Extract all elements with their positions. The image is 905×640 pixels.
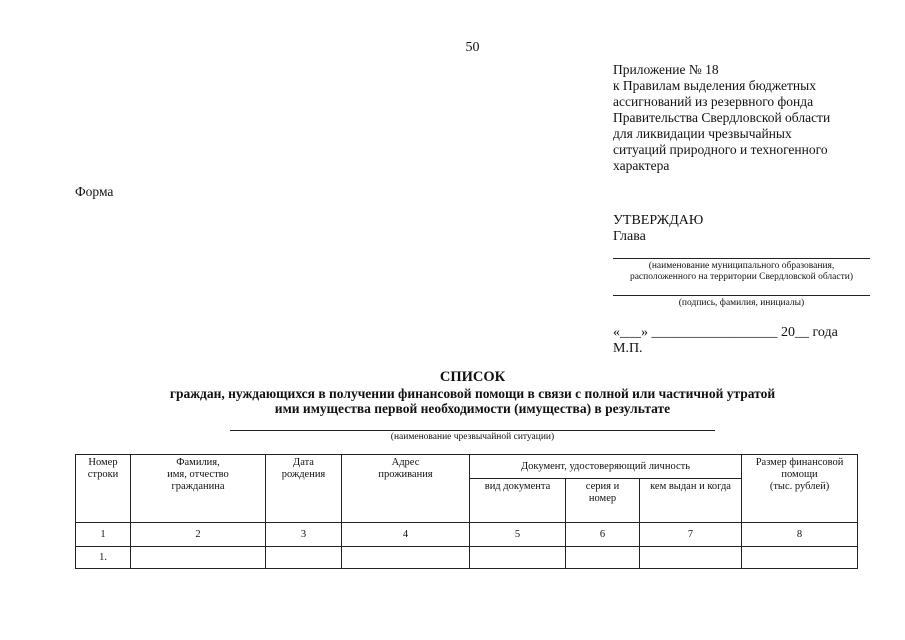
table-row bbox=[76, 547, 858, 569]
column-number: 1 bbox=[76, 523, 131, 547]
approval-block bbox=[613, 213, 703, 245]
header-issued-by: кем выдан и когда bbox=[640, 479, 742, 523]
appendix-block bbox=[613, 62, 883, 174]
appendix-line: ассигнований из резервного фонда bbox=[613, 94, 814, 109]
issued-by-cell bbox=[640, 547, 742, 569]
row-number-cell: 1. bbox=[76, 547, 131, 569]
doc-type-cell bbox=[470, 547, 566, 569]
column-number: 3 bbox=[266, 523, 342, 547]
appendix-line: ситуаций природного и техногенного bbox=[613, 142, 828, 157]
address-cell bbox=[342, 547, 470, 569]
form-label: Форма bbox=[75, 184, 114, 199]
aid-amount-cell bbox=[742, 547, 858, 569]
appendix-line: для ликвидации чрезвычайных bbox=[613, 126, 792, 141]
header-row-number: Номер строки bbox=[76, 455, 131, 523]
header-id-document: Документ, удостоверяющий личность bbox=[470, 455, 742, 479]
header-aid-amount: Размер финансовой помощи (тыс. рублей) bbox=[742, 455, 858, 523]
column-number: 8 bbox=[742, 523, 858, 547]
column-number: 5 bbox=[470, 523, 566, 547]
full-name-cell bbox=[131, 547, 266, 569]
citizens-table bbox=[75, 454, 858, 569]
page-number: 50 bbox=[465, 40, 480, 55]
header-doc-type: вид документа bbox=[470, 479, 566, 523]
birth-date-cell bbox=[266, 547, 342, 569]
appendix-line: характера bbox=[613, 158, 670, 173]
column-number: 4 bbox=[342, 523, 470, 547]
signature-line bbox=[613, 295, 870, 296]
header-address: Адрес проживания bbox=[342, 455, 470, 523]
column-number: 6 bbox=[566, 523, 640, 547]
head-word: Глава bbox=[613, 229, 646, 244]
series-number-cell bbox=[566, 547, 640, 569]
seal-place: М.П. bbox=[613, 341, 643, 356]
document-subtitle: граждан, нуждающихся в получении финансовой помощи в связи с полной или частичной утратой ими имущества первой необходимости (имущества) в результате bbox=[169, 386, 776, 416]
emergency-name-line bbox=[230, 430, 715, 431]
header-full-name: Фамилия, имя, отчество гражданина bbox=[131, 455, 266, 523]
header-series-number: серия и номер bbox=[566, 479, 640, 523]
signature-caption: (подпись, фамилия, инициалы) bbox=[678, 298, 805, 308]
emergency-caption: (наименование чрезвычайной ситуации) bbox=[390, 432, 555, 442]
appendix-line: Правительства Свердловской области bbox=[613, 110, 831, 125]
municipality-caption: (наименование муниципального образования, расположенного на территории Свердловской области) bbox=[629, 261, 854, 282]
approval-date-line: «___» __________________ 20__ года bbox=[613, 325, 838, 340]
header-birth-date: Дата рождения bbox=[266, 455, 342, 523]
approve-word: УТВЕРЖДАЮ bbox=[613, 213, 704, 228]
municipality-line bbox=[613, 258, 870, 259]
column-number: 2 bbox=[131, 523, 266, 547]
appendix-line: к Правилам выделения бюджетных bbox=[613, 78, 816, 93]
column-number: 7 bbox=[640, 523, 742, 547]
appendix-line: Приложение № 18 bbox=[613, 62, 719, 77]
document-title: СПИСОК bbox=[439, 369, 506, 385]
